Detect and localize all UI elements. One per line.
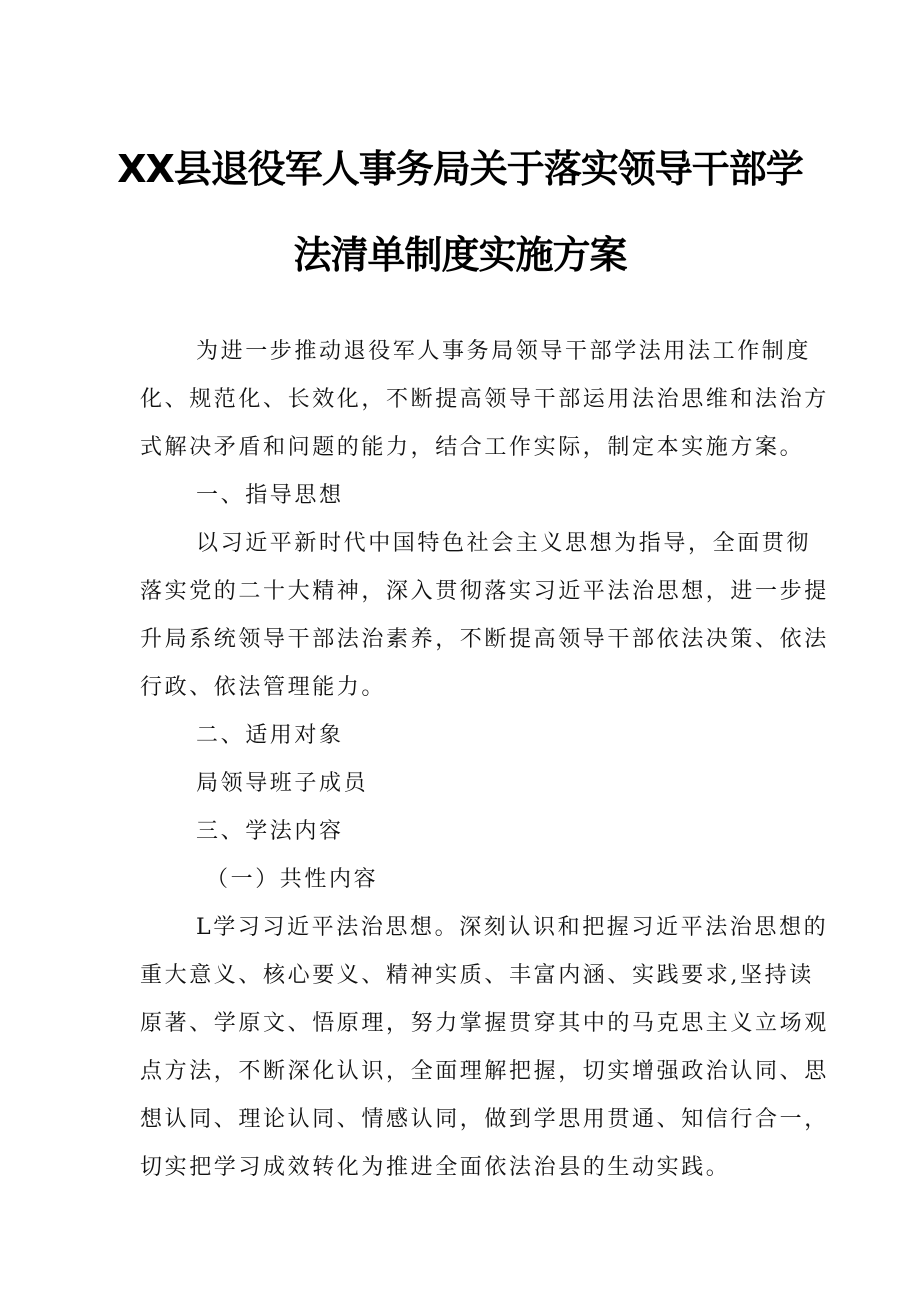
paragraph-intro-line-1: 为进一步推动退役军人事务局领导干部学法用法工作制度 [196,339,812,364]
paragraph-study-line-5: 想认同、理论认同、情感认同，做到学思用贯通、知信行合一， [140,1107,829,1132]
section-heading-guiding-thought: 一、指导思想 [196,483,344,508]
paragraph-guiding-line-2: 落实党的二十大精神，深入贯彻落实习近平法治思想，进一步提 [140,579,829,604]
paragraph-scope: 局领导班子成员 [196,771,369,796]
section-heading-content: 三、学法内容 [196,819,344,844]
paragraph-study-line-6: 切实把学习成效转化为推进全面依法治县的生动实践。 [140,1155,731,1180]
paragraph-intro-line-2: 化、规范化、长效化，不断提高领导干部运用法治思维和法治方 [140,387,829,412]
paragraph-guiding-line-1: 以习近平新时代中国特色社会主义思想为指导，全面贯彻 [196,531,812,556]
document-title-line-2: 法清单制度实施方案 [293,233,627,277]
section-heading-scope: 二、适用对象 [196,723,344,748]
paragraph-study-line-3: 原著、学原文、悟原理，努力掌握贯穿其中的马克思主义立场观 [140,1011,829,1036]
paragraph-guiding-line-4: 行政、依法管理能力。 [140,675,387,700]
paragraph-study-line-1: L学习习近平法治思想。深刻认识和把握习近平法治思想的 [196,915,829,940]
paragraph-intro-line-3: 式解决矛盾和问题的能力，结合工作实际，制定本实施方案。 [140,435,805,460]
paragraph-study-line-2: 重大意义、核心要义、精神实质、丰富内涵、实践要求,坚持读 [140,963,814,988]
paragraph-study-line-4: 点方法，不断深化认识，全面理解把握，切实增强政治认同、思 [140,1059,829,1084]
subsection-heading-common: （一）共性内容 [206,867,379,892]
paragraph-guiding-line-3: 升局系统领导干部法治素养，不断提高领导干部依法决策、依法 [140,627,829,652]
document-title-line-1: XX县退役军人事务局关于落实领导干部学 [117,147,803,191]
